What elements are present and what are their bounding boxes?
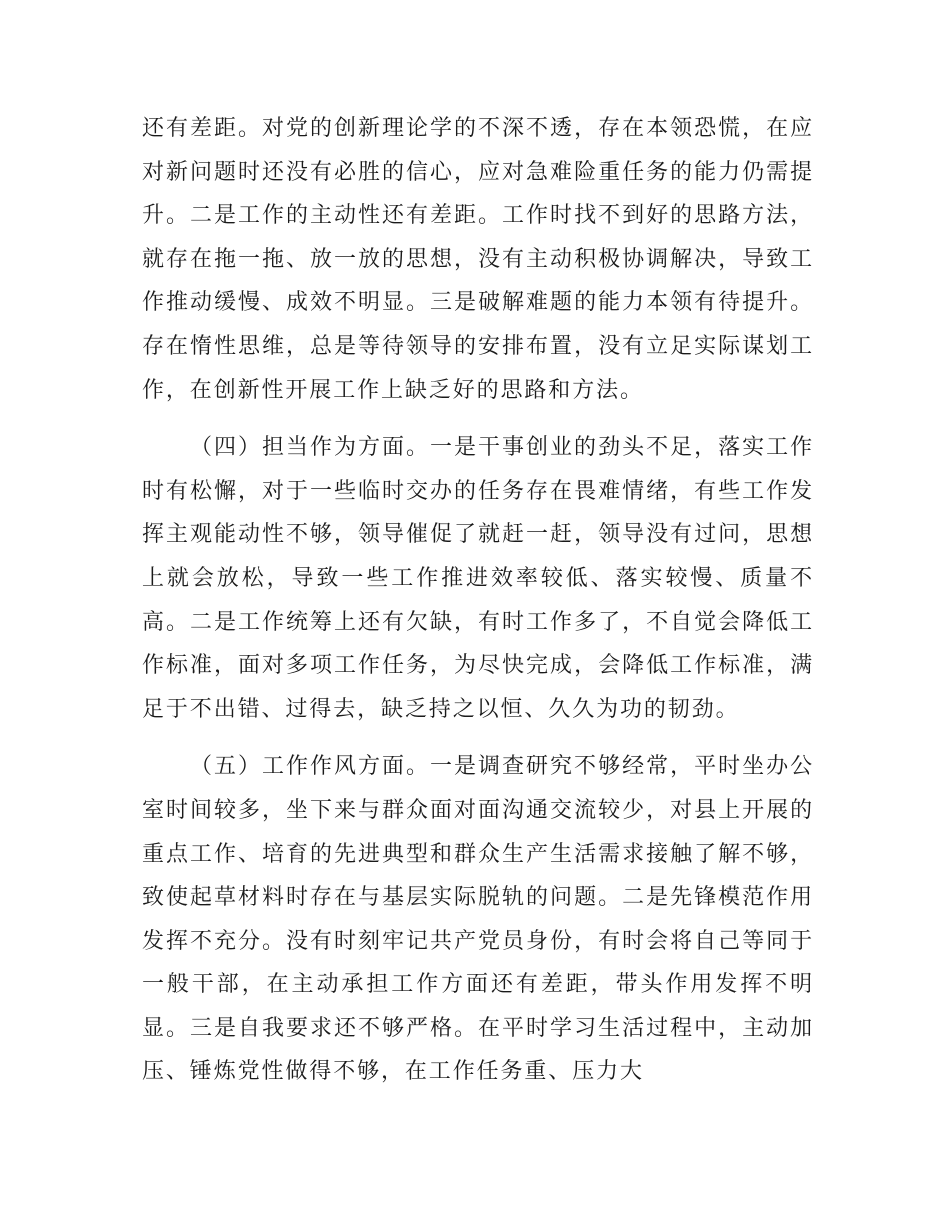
document-body [142, 107, 814, 1094]
paragraph-section-four: （四）担当作为方面。一是干事创业的劲头不足，落实工作时有松懈，对于一些临时交办的任务存在畏难情绪，有些工作发挥主观能动性不够，领导催促了就赶一赶，领导没有过问，思想上就会放松，导致一些工作推进效率较低、落实较慢、质量不高。二是工作统筹上还有欠缺，有时工作多了，不自觉会降低工作标准，面对多项工作任务，为尽快完成，会降低工作标准，满足于不出错、过得去，缺乏持之以恒、久久为功的韧劲。 [142, 435, 814, 722]
paragraph-continuation: 还有差距。对党的创新理论学的不深不透，存在本领恐慌，在应对新问题时还没有必胜的信心，应对急难险重任务的能力仍需提升。二是工作的主动性还有差距。工作时找不到好的思路方法，就存在拖一拖、放一放的思想，没有主动积极协调解决，导致工作推动缓慢、成效不明显。三是破解难题的能力本领有待提升。存在惰性思维，总是等待领导的安排布置，没有立足实际谋划工作，在创新性开展工作上缺乏好的思路和方法。 [142, 116, 814, 403]
paragraph-spacer [142, 731, 814, 745]
paragraph-section-five: （五）工作作风方面。一是调查研究不够经常，平时坐办公室时间较多，坐下来与群众面对面沟通交流较少，对县上开展的重点工作、培育的先进典型和群众生产生活需求接触了解不够，致使起草材料时存在与基层实际脱轨的问题。二是先锋模范作用发挥不充分。没有时刻牢记共产党员身份，有时会将自己等同于一般干部，在主动承担工作方面还有差距，带头作用发挥不明显。三是自我要求还不够严格。在平时学习生活过程中，主动加压、锤炼党性做得不够，在工作任务重、压力大 [142, 754, 814, 1085]
paragraph-spacer [142, 412, 814, 426]
